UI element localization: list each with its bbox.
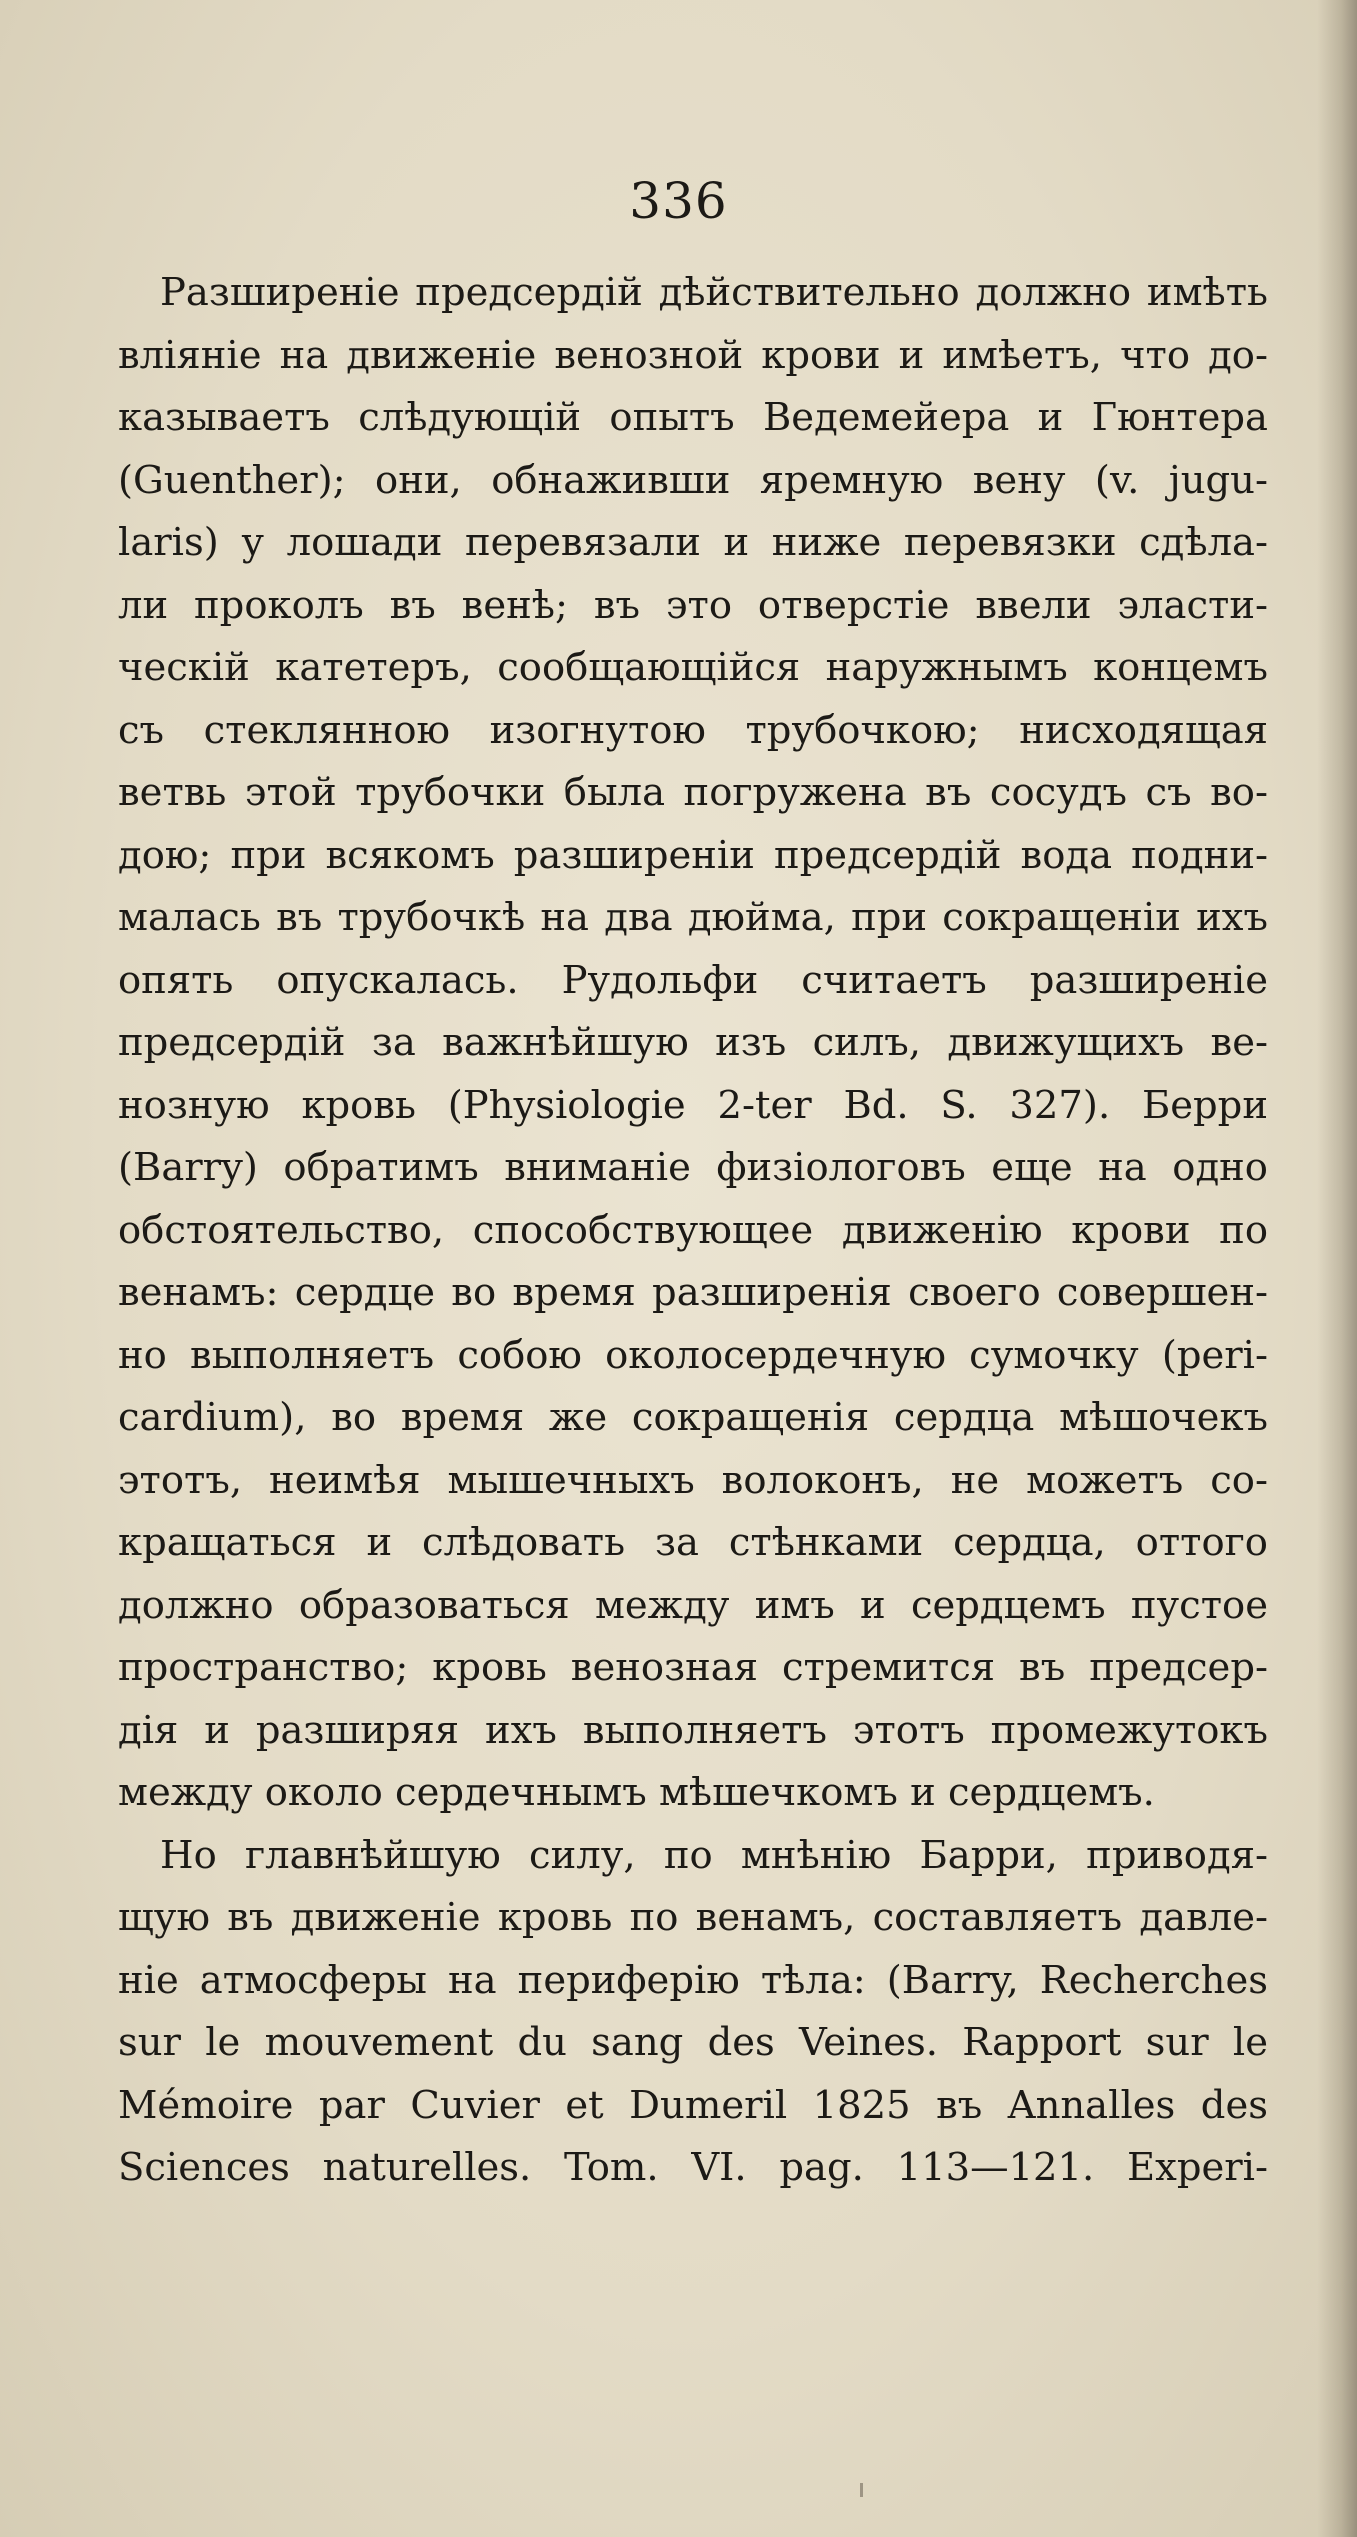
text-line: опять опускалась. Рудольфи считаетъ разширеніе: [118, 957, 1268, 1003]
text-line: Разширеніе предсердій дѣйствительно должно имѣть: [160, 270, 1268, 315]
text-line: laris) у лошади перевязали и ниже перевязки сдѣла-: [118, 520, 1268, 565]
text-line: венамъ: сердце во время разширенія своего совершен-: [118, 1270, 1268, 1315]
text-line: этотъ, неимѣя мышечныхъ волоконъ, не можетъ со-: [118, 1457, 1268, 1503]
text-line: Mémoire par Cuvier et Dumeril 1825 въ Annalles des: [118, 2082, 1268, 2128]
text-line: Но главнѣйшую силу, по мнѣнію Барри, приводя-: [160, 1832, 1268, 1878]
body-text: [118, 262, 1268, 2200]
text-line: (Guenther); они, обнаживши яремную вену (v. jugu-: [118, 457, 1268, 503]
text-line: казываетъ слѣдующій опытъ Ведемейера и Гюнтера: [118, 395, 1268, 440]
text-line: щую въ движеніе кровь по венамъ, составляетъ давле-: [118, 1895, 1268, 1940]
text-line: ветвь этой трубочки была погружена въ сосудъ съ во-: [118, 770, 1268, 815]
text-line: предсердій за важнѣйшую изъ силъ, движущихъ ве-: [118, 1020, 1268, 1065]
text-line: (Barry) обратимъ вниманіе физіологовъ еще на одно: [118, 1145, 1268, 1190]
page-speck: [860, 2483, 863, 2497]
text-line: ческій катетеръ, сообщающійся наружнымъ концемъ: [118, 645, 1268, 690]
text-line: ли проколъ въ венѣ; въ это отверстіе ввели эласти-: [118, 582, 1268, 628]
page-number: 336: [629, 172, 728, 230]
text-line: но выполняетъ собою околосердечную сумочку (peri-: [118, 1332, 1268, 1378]
text-line: дія и разширяя ихъ выполняетъ этотъ промежутокъ: [118, 1707, 1268, 1753]
text-line: кращаться и слѣдовать за стѣнками сердца, оттого: [118, 1520, 1268, 1565]
text-line: пространство; кровь венозная стремится въ предсер-: [118, 1645, 1268, 1690]
text-line: нозную кровь (Physiologie 2-ter Bd. S. 327). Берри: [118, 1082, 1268, 1128]
text-line: между около сердечнымъ мѣшечкомъ и сердцемъ.: [118, 1770, 1155, 1815]
page-edge-shadow: [1317, 0, 1357, 2537]
text-line: дою; при всякомъ разширеніи предсердій вода подни-: [118, 832, 1268, 878]
text-line: обстоятельство, способствующее движенію крови по: [118, 1207, 1268, 1253]
text-line: должно образоваться между имъ и сердцемъ пустое: [118, 1582, 1268, 1628]
text-line: cardium), во время же сокращенія сердца мѣшочекъ: [118, 1395, 1268, 1440]
text-line: вліяніе на движеніе венозной крови и имѣетъ, что до-: [118, 332, 1268, 378]
text-line: малась въ трубочкѣ на два дюйма, при сокращеніи ихъ: [118, 895, 1268, 940]
text-line: Sciences naturelles. Tom. VI. pag. 113—121. Experi-: [118, 2145, 1268, 2190]
text-line: съ стеклянною изогнутою трубочкою; нисходящая: [118, 707, 1268, 753]
text-line: ніе атмосферы на периферію тѣла: (Barry, Recherches: [118, 1957, 1268, 2003]
text-line: sur le mouvement du sang des Veines. Rapport sur le: [118, 2020, 1268, 2065]
